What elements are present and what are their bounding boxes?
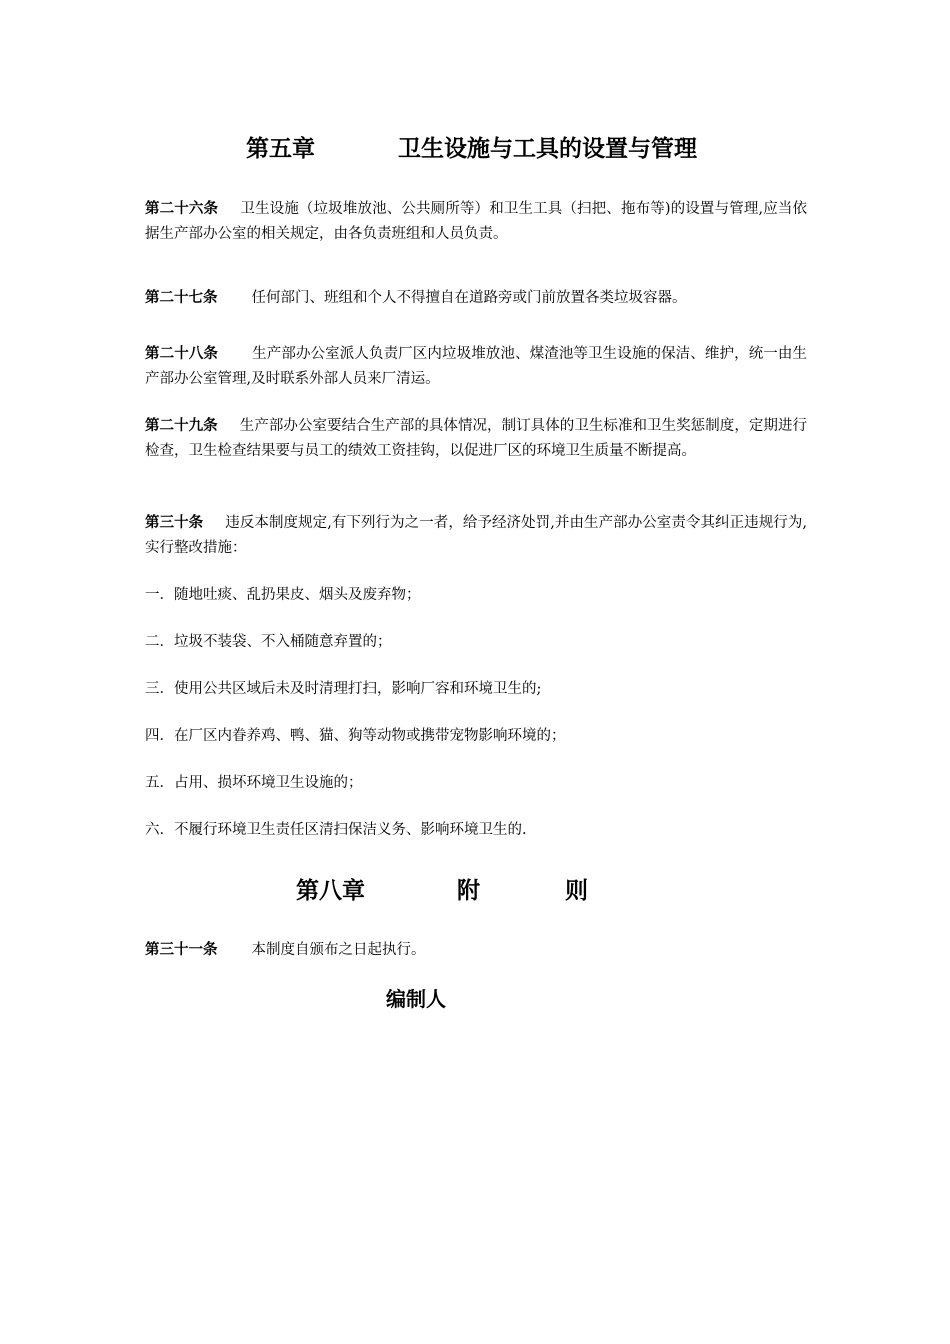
article-31 [145,938,807,963]
list-item-1: 一．随地吐痰、乱扔果皮、烟头及废弃物； [145,587,421,603]
article-text: 任何部门、班组和个人不得擅自在道路旁或门前放置各类垃圾容器。 [251,290,687,306]
list-item-5: 五．占用、损坏环境卫生设施的； [145,775,363,791]
chapter-8-number: 第八章 [296,878,365,904]
list-item-4: 四．在厂区内眷养鸡、鸭、猫、狗等动物或携带宠物影响环境的； [145,728,566,744]
compiler-label: 编制人 [386,987,446,1011]
list-item-2: 二．垃圾不装袋、不入桶随意弃置的； [145,634,392,650]
article-29 [145,414,807,463]
article-label: 第三十条 [145,515,204,531]
chapter-8-word-1: 附 [457,878,480,904]
chapter-8-heading [0,876,950,906]
article-30 [145,511,807,560]
article-text: 本制度自颁布之日起执行。 [251,942,426,958]
article-label: 第二十七条 [145,290,218,306]
list-item-6: 六．不履行环境卫生责任区清扫保洁义务、影响环境卫生的. [145,822,527,838]
article-28 [145,342,807,391]
article-text: 违反本制度规定,有下列行为之一者，给予经济处罚,并由生产部办公室责令其纠正违规行为,实行整改措施： [145,515,807,556]
chapter-5-title: 卫生设施与工具的设置与管理 [398,136,697,162]
chapter-5-heading [0,134,950,164]
article-text: 卫生设施（垃圾堆放池、公共厕所等）和卫生工具（扫把、拖布等)的设置与管理,应当依据生产部办公室的相关规定，由各负责班组和人员负责。 [145,201,808,242]
article-26 [145,197,807,246]
article-label: 第二十八条 [145,346,219,362]
list-item-3: 三．使用公共区域后未及时清理打扫，影响厂容和环境卫生的; [145,681,542,697]
article-label: 第二十九条 [145,418,218,434]
article-label: 第二十六条 [145,201,219,217]
article-label: 第三十一条 [145,942,218,958]
article-text: 生产部办公室派人负责厂区内垃圾堆放池、煤渣池等卫生设施的保洁、维护，统一由生产部办公室管理,及时联系外部人员来厂清运。 [145,346,808,387]
chapter-5-number: 第五章 [246,136,315,162]
article-text: 生产部办公室要结合生产部的具体情况，制订具体的卫生标准和卫生奖惩制度，定期进行检查，卫生检查结果要与员工的绩效工资挂钩，以促进厂区的环境卫生质量不断提高。 [145,418,808,459]
article-27 [145,286,807,311]
chapter-8-word-2: 则 [565,878,588,904]
